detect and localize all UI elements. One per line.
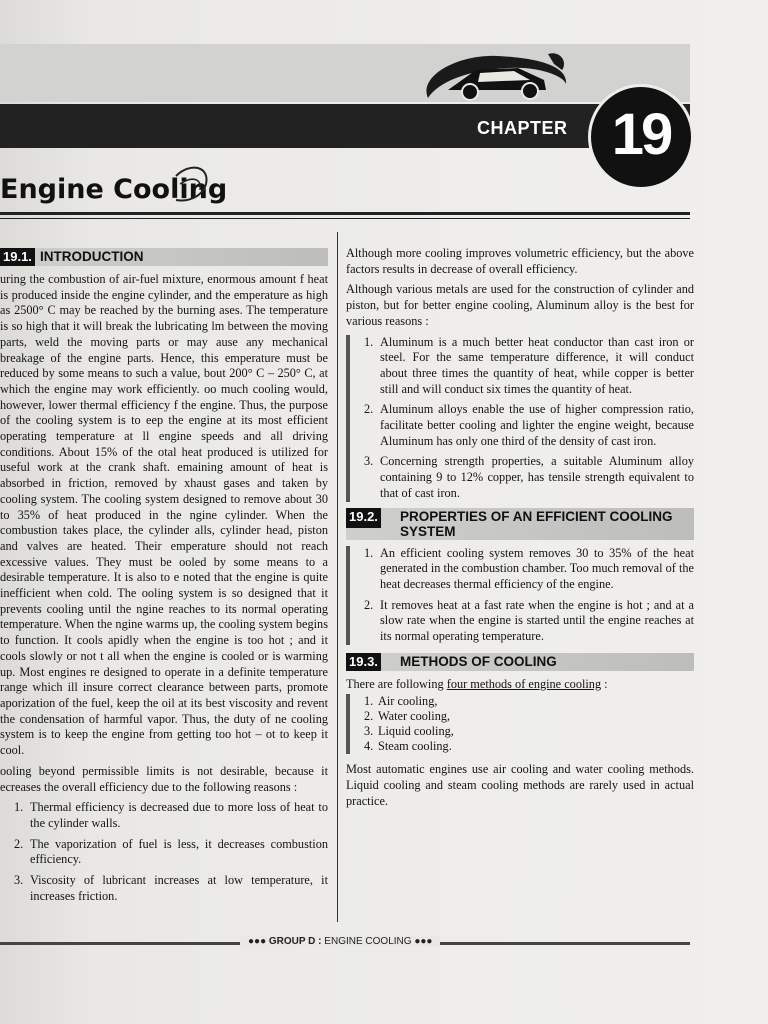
section-heading-methods — [346, 653, 694, 671]
section-heading-introduction — [0, 248, 328, 266]
header-light-band — [0, 44, 690, 102]
title-rule-thick — [0, 212, 690, 215]
list-item: 3. Concerning strength properties, a suitable Aluminum alloy containing 9 to 12% copper, has tensile strength equivalent to that of cast iron. — [364, 454, 694, 500]
list-item: 2. The vaporization of fuel is less, it decreases combustion efficiency. — [14, 836, 328, 867]
list-item: 3. Liquid cooling, — [364, 724, 454, 739]
swoosh-icon — [172, 162, 216, 210]
section-number: 19.2. — [346, 508, 381, 528]
list-item: 1. Thermal efficiency is decreased due to more loss of heat to the cylinder walls. — [14, 800, 328, 830]
right-column — [346, 246, 694, 815]
closing-paragraph: Most automatic engines use air cooling and water cooling methods. Liquid cooling and steam cooling methods are rarely used in actual practice. — [346, 762, 694, 808]
methods-intro: There are following four methods of engine cooling : — [346, 676, 608, 691]
list-item: 4. Steam cooling. — [364, 739, 452, 754]
chapter-label: CHAPTER — [477, 118, 568, 138]
section-title: METHODS OF COOLING — [400, 653, 557, 669]
column-divider — [337, 232, 338, 922]
overcooling-reasons-list — [0, 800, 328, 904]
section-title: INTRODUCTION — [40, 249, 144, 264]
list-item: 2. It removes heat at a fast rate when the engine is hot ; and at a slow rate when the engine is started until the engine reaches at its normal operating temperature. — [364, 597, 694, 644]
title-rule-thin — [0, 218, 690, 219]
list-item: 1. An efficient cooling system removes 30 to 35% of the heat generated in the combustion chamber. Too much removal of the heat decreases thermal efficiency of the engine. — [364, 545, 694, 591]
section-title: PROPERTIES OF AN EFFICIENT COOLING SYSTEM — [400, 508, 673, 539]
methods-list — [346, 694, 694, 754]
section-heading-properties — [346, 508, 694, 540]
chapter-title: Engine Cooling — [0, 174, 228, 205]
list-item: 2. Aluminum alloys enable the use of higher compression ratio, facilitate better cooling and lighter the engine weight, because Aluminum has only one third of the density of cast iron. — [364, 402, 694, 448]
section-number: 19.3. — [346, 653, 381, 671]
left-column — [0, 246, 328, 909]
list-item: 1. Air cooling, — [364, 694, 438, 709]
list-item: 1. Aluminum is a much better heat conductor than cast iron or steel. For the same temperature difference, it will conduct about three times the quantity of heat, while copper is better still and will conduct six times the quantity of heat. — [364, 334, 694, 396]
volumetric-paragraph: Although more cooling improves volumetric efficiency, but the above factors results in decrease of overall efficiency. — [346, 246, 694, 276]
intro-paragraph: uring the combustion of air-fuel mixture, enormous amount f heat is produced inside the engine cylinder, and the emperature as high as 2500° C may be reached by the burning ases. The temperature is so high that it will break the lubricating lm between the moving parts, weld the moving parts or may ause any mechanical breakage of the engine parts. Hence, this emperature must be reduced by some means to such a value, bout 200° C – 250° C, at which the engine may work efficiently. oo much cooling would, however, lower thermal efficiency f the engine. Thus, the purpose of the cooling system is to eep the engine at its most efficient operating temperature at ll engine speeds and all driving conditions. About 15% of the otal heat produced is utilized for useful work at the crank shaft. emaining amount of heat is absorbed in friction, removed by xhaust gases and taken by cooling system. The cooling system designed to remove about 30 to 35% of heat produced in the ngine cylinder. When the combustion takes place, the cylinder alls, cylinder head, piston and valves are heated. Their emperature should not reach excessive values. They must be ooled by some means to a desirable temperature. It is also to e noted that the engine is quite inefficient when cold. The ooling system is so designed that it prevents cooling until the ngine reaches to its normal operating temperature. When the ngine warms up, the cooling system begins to function. It cools apidly when the engine is too hot ; and it cools slowly or not t all when the engine is cooled or is warming up. Most engines re designed to operate in a definite temperature range which ill insure correct clearance between parts, promote aporization of the fuel, keep the oil at its best viscosity and revent the condensation of harmful vapor. Thus, the duty of ne cooling system is to keep the engine from getting too hot – ot to keep it cool. — [0, 272, 328, 758]
aluminum-reasons-list — [346, 335, 694, 502]
chapter-number-badge — [588, 84, 694, 190]
chapter-number: 19 — [611, 102, 671, 167]
header-dark-band — [0, 104, 690, 148]
overcooling-paragraph: ooling beyond permissible limits is not desirable, because it ecreases the overall efficiency due to the following reasons : — [0, 763, 328, 794]
section-number: 19.1. — [0, 248, 35, 266]
car-wrench-logo-icon — [418, 46, 568, 116]
list-item: 2. Water cooling, — [364, 709, 451, 724]
page-footer: ●●● GROUP D : ENGINE COOLING ●●● — [240, 936, 440, 947]
properties-list — [346, 546, 694, 645]
list-item: 3. Viscosity of lubricant increases at low temperature, it increases friction. — [14, 873, 328, 903]
aluminum-paragraph: Although various metals are used for the construction of cylinder and piston, but for better engine cooling, Aluminum alloy is the best for various reasons : — [346, 282, 694, 328]
